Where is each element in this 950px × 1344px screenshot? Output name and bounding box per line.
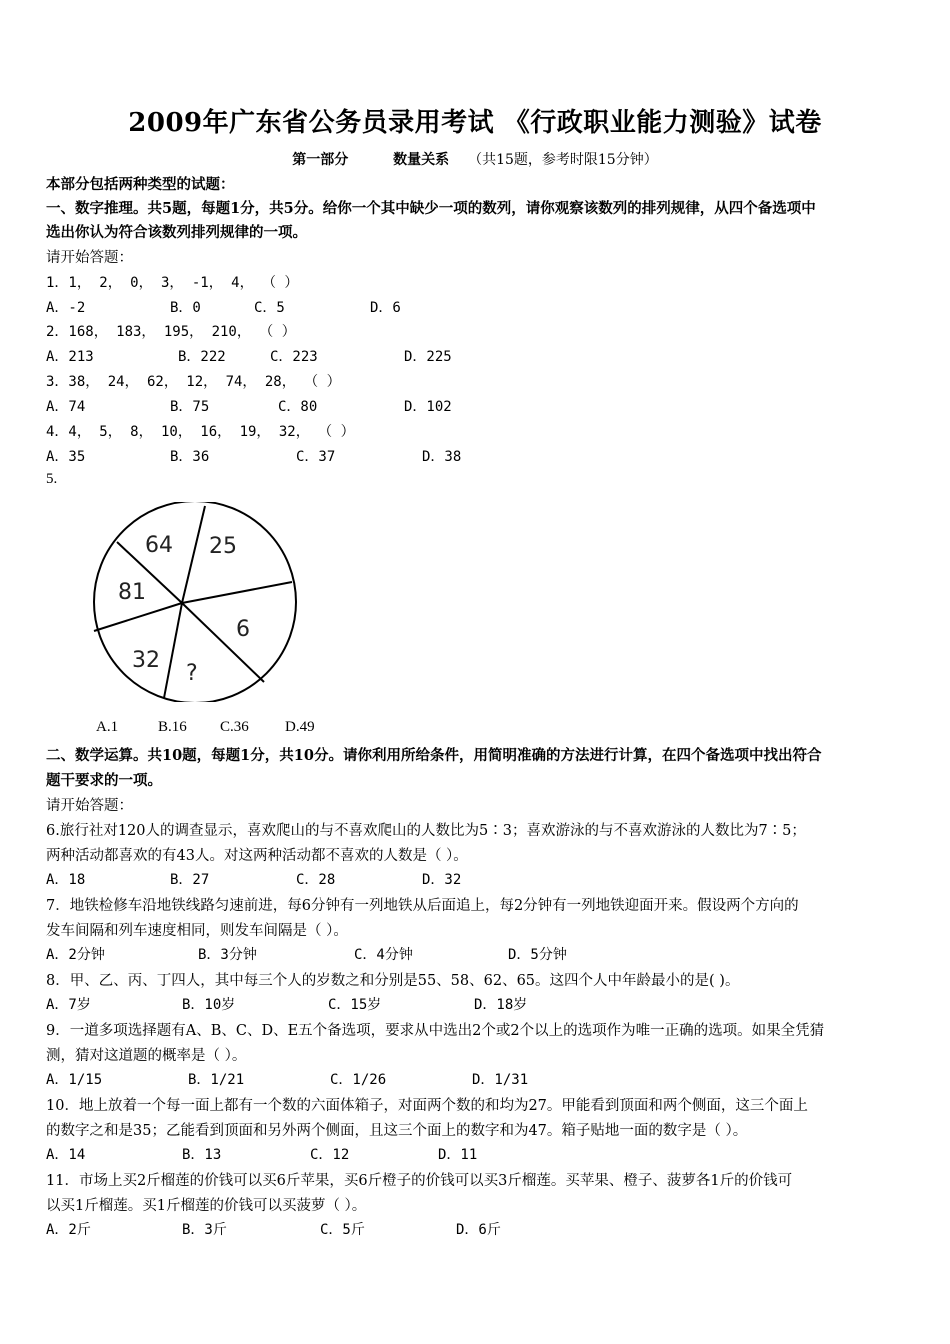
pie-divider bbox=[182, 506, 205, 603]
question-stem-cont: 发车间隔和列车速度相同，则发车间隔是（ ）。 bbox=[46, 923, 348, 939]
page-title: 2009年广东省公务员录用考试 《行政职业能力测验》试卷 bbox=[128, 108, 822, 138]
section2-heading-cont: 题干要求的一项。 bbox=[46, 772, 162, 789]
option-a: A．2斤 bbox=[46, 1222, 91, 1238]
option-c: C．1/26 bbox=[330, 1072, 387, 1088]
question-stem: 7．地铁检修车沿地铁线路匀速前进，每6分钟有一列地铁从后面追上，每2分钟有一列地铁迎面开来。假设两个方向的 bbox=[46, 898, 799, 914]
option-b: B．1/21 bbox=[188, 1072, 245, 1088]
pie-label: 6 bbox=[236, 617, 250, 642]
question-stem: 4．4， 5， 8， 10， 16， 19， 32， （ ） bbox=[46, 424, 355, 440]
option-d: D．6 bbox=[370, 300, 401, 316]
pie-label: 81 bbox=[118, 580, 146, 605]
part-name: 数量关系 bbox=[393, 152, 450, 168]
part-label: 第一部分 bbox=[292, 152, 349, 168]
option-a: A．1/15 bbox=[46, 1072, 103, 1088]
option-a: A．7岁 bbox=[46, 997, 91, 1013]
option-d: D．18岁 bbox=[474, 997, 528, 1013]
option-d: D．6斤 bbox=[456, 1222, 501, 1238]
question-stem: 1．1， 2， 0， 3， -1， 4， （ ） bbox=[46, 275, 299, 291]
question-stem-cont: 的数字之和是35；乙能看到顶面和另外两个侧面，且这三个面上的数字和为47。箱子贴地一面的数字是（ ）。 bbox=[46, 1123, 748, 1139]
question-options bbox=[46, 346, 908, 366]
question-number: 5. bbox=[46, 471, 58, 487]
question-stem: 11．市场上买2斤榴莲的价钱可以买6斤苹果，买6斤橙子的价钱可以买3斤榴莲。买苹果、橙子、菠萝各1斤的价钱可 bbox=[46, 1173, 793, 1189]
option-b: B．3斤 bbox=[182, 1222, 227, 1238]
option-d: D．38 bbox=[422, 449, 462, 465]
intro: 本部分包括两种类型的试题： bbox=[46, 176, 235, 193]
question-options bbox=[46, 1069, 908, 1089]
option-d: D．1/31 bbox=[472, 1072, 529, 1088]
option-c: C．4分钟 bbox=[354, 947, 413, 963]
question-stem: 10．地上放着一个每一面上都有一个数的六面体箱子，对面两个数的和均为27。甲能看到顶面和两个侧面，这三个面上 bbox=[46, 1098, 808, 1114]
option-a: A．2分钟 bbox=[46, 947, 105, 963]
option-b: B．222 bbox=[178, 349, 226, 365]
question-options bbox=[46, 1219, 908, 1239]
question-options bbox=[46, 396, 908, 416]
question-options bbox=[46, 446, 908, 466]
section1-heading-cont: 选出你认为符合该数列排列规律的一项。 bbox=[46, 224, 307, 241]
option-d: D．5分钟 bbox=[508, 947, 567, 963]
section1-start: 请开始答题： bbox=[46, 250, 133, 266]
question-options bbox=[46, 1144, 908, 1164]
option-b: B．27 bbox=[170, 872, 210, 888]
option-a: A.1 bbox=[96, 719, 119, 735]
pie-label: 32 bbox=[132, 648, 160, 673]
option-b: B．75 bbox=[170, 399, 210, 415]
option-c: C．5 bbox=[254, 300, 285, 316]
question-options bbox=[46, 297, 908, 317]
option-a: A．213 bbox=[46, 349, 94, 365]
option-b: B．3分钟 bbox=[198, 947, 257, 963]
pie-label: ? bbox=[186, 661, 198, 686]
question-stem: 2．168， 183， 195， 210， （ ） bbox=[46, 324, 296, 340]
question-stem: 3．38， 24， 62， 12， 74， 28， （ ） bbox=[46, 374, 341, 390]
option-b: B．0 bbox=[170, 300, 201, 316]
option-b: B．10岁 bbox=[182, 997, 236, 1013]
pie-label: 25 bbox=[209, 534, 237, 559]
option-b: B．13 bbox=[182, 1147, 222, 1163]
question-stem: 9．一道多项选择题有A、B、C、D、E五个备选项，要求从中选出2个或2个以上的选项作为唯一正确的选项。如果全凭猜 bbox=[46, 1023, 825, 1039]
option-b: B．36 bbox=[170, 449, 210, 465]
question-stem-cont: 两种活动都喜欢的有43人。对这两种活动都不喜欢的人数是（ ）。 bbox=[46, 848, 468, 864]
question-stem-cont: 以买1斤榴莲。买1斤榴莲的价钱可以买菠萝（ ）。 bbox=[46, 1198, 367, 1214]
option-d: D．11 bbox=[438, 1147, 478, 1163]
part-note: （共15题，参考时限15分钟） bbox=[468, 152, 658, 168]
section2-start: 请开始答题： bbox=[46, 798, 133, 814]
question-stem: 6.旅行社对120人的调查显示，喜欢爬山的与不喜欢爬山的人数比为5∶3；喜欢游泳的与不喜欢游泳的人数比为7∶5； bbox=[46, 823, 806, 839]
option-a: A．14 bbox=[46, 1147, 86, 1163]
option-a: A．35 bbox=[46, 449, 86, 465]
option-a: A．74 bbox=[46, 399, 86, 415]
pie-divider bbox=[94, 603, 182, 631]
option-c: C.36 bbox=[220, 719, 249, 735]
option-c: C．37 bbox=[296, 449, 336, 465]
option-c: C．5斤 bbox=[320, 1222, 365, 1238]
question-options bbox=[46, 994, 908, 1014]
option-a: A．18 bbox=[46, 872, 86, 888]
question-stem: 8．甲、乙、丙、丁四人，其中每三个人的岁数之和分别是55、58、62、65。这四个人中年龄最小的是( )。 bbox=[46, 973, 740, 989]
option-b: B.16 bbox=[158, 719, 187, 735]
option-d: D．102 bbox=[404, 399, 452, 415]
option-c: C．12 bbox=[310, 1147, 350, 1163]
option-d: D．225 bbox=[404, 349, 452, 365]
option-d: D．32 bbox=[422, 872, 462, 888]
option-c: C．15岁 bbox=[328, 997, 382, 1013]
section1-heading: 一、数字推理。共5题，每题1分，共5分。给你一个其中缺少一项的数列，请你观察该数列的排列规律，从四个备选项中 bbox=[46, 200, 816, 217]
section2-heading: 二、数学运算。共10题，每题1分，共10分。请你利用所给条件，用简明准确的方法进行计算，在四个备选项中找出符合 bbox=[46, 747, 822, 764]
question-options bbox=[46, 869, 908, 889]
option-c: C．80 bbox=[278, 399, 318, 415]
option-c: C．28 bbox=[296, 872, 336, 888]
question-options bbox=[46, 944, 908, 964]
option-a: A．-2 bbox=[46, 300, 86, 316]
option-d: D.49 bbox=[285, 719, 315, 735]
pie-label: 64 bbox=[145, 533, 173, 558]
question-stem-cont: 测，猜对这道题的概率是（ ）。 bbox=[46, 1048, 247, 1064]
pie-divider bbox=[164, 603, 182, 698]
part-header bbox=[0, 149, 950, 169]
pie-diagram bbox=[90, 502, 300, 702]
option-c: C．223 bbox=[270, 349, 318, 365]
pie-divider bbox=[182, 582, 292, 603]
